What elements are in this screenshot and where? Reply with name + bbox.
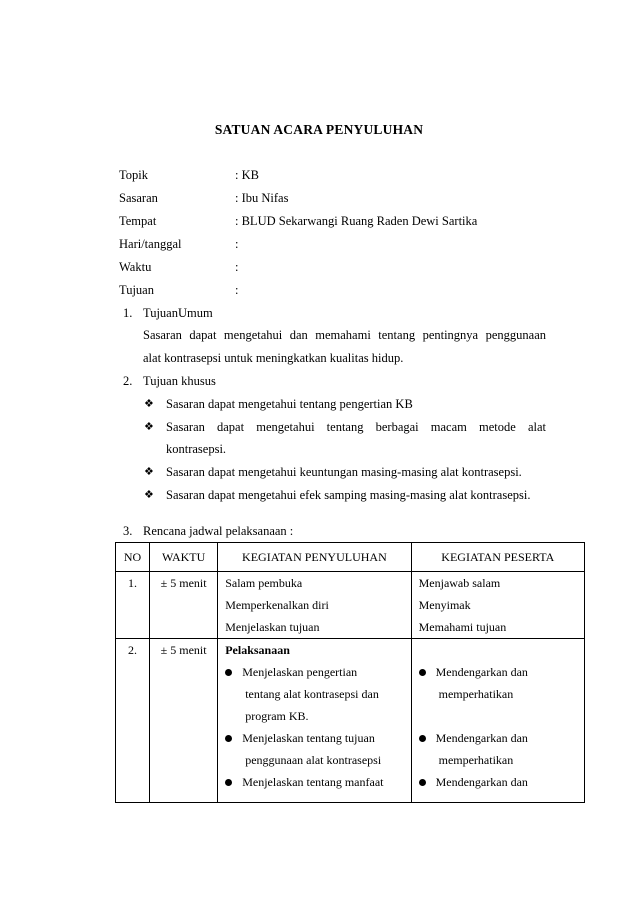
- tujuan-umum-heading: TujuanUmum: [143, 306, 213, 320]
- bullet-icon: [225, 669, 232, 676]
- peserta-line: memperhatikan: [438, 687, 514, 701]
- tujuan-khusus-item: Sasaran dapat mengetahui efek samping masing-masing alat kontrasepsi.: [166, 488, 531, 502]
- peserta-line: Mendengarkan dan: [435, 665, 528, 679]
- info-label: Sasaran: [119, 191, 158, 205]
- peserta-line: Menjawab salam: [418, 576, 501, 590]
- kegiatan-line: Menjelaskan tujuan: [225, 620, 320, 634]
- tujuan-khusus-number: 2.: [123, 374, 133, 388]
- diamond-bullet-icon: ❖: [144, 421, 154, 433]
- tujuan-khusus-item: Sasaran dapat mengetahui keuntungan masing-masing alat kontrasepsi.: [166, 465, 522, 479]
- header-waktu: WAKTU: [150, 543, 218, 572]
- table-header-row: [116, 543, 585, 572]
- row-no-text: 2.: [128, 643, 138, 657]
- tujuan-khusus-item: Sasaran dapat mengetahui tentang pengertian KB: [166, 397, 413, 411]
- kegiatan-line: Menjelaskan tentang manfaat: [242, 775, 384, 789]
- row-kegiatan: [218, 639, 411, 803]
- kegiatan-line: tentang alat kontrasepsi dan: [245, 687, 379, 701]
- diamond-bullet-icon: ❖: [144, 489, 154, 501]
- row-no: [116, 639, 150, 803]
- info-row-hari-tanggal: [119, 235, 569, 253]
- header-kegiatan-penyuluhan: KEGIATAN PENYULUHAN: [218, 543, 411, 572]
- row-waktu-text: ± 5 menit: [160, 576, 207, 590]
- info-row-tempat: [119, 212, 569, 230]
- info-value: : Ibu Nifas: [235, 191, 289, 205]
- tujuan-khusus-heading: Tujuan khusus: [143, 374, 216, 388]
- row-waktu: [150, 572, 218, 639]
- header-kegiatan-peserta: KEGIATAN PESERTA: [411, 543, 584, 572]
- info-row-sasaran: [119, 189, 569, 207]
- info-label: Tujuan: [119, 283, 154, 297]
- info-label: Tempat: [119, 214, 157, 228]
- kegiatan-line: program KB.: [245, 709, 309, 723]
- info-value: :: [235, 237, 239, 251]
- info-row-tujuan: [119, 281, 569, 299]
- row-kegiatan: [218, 572, 411, 639]
- info-value: :: [235, 260, 239, 274]
- header-no: NO: [116, 543, 150, 572]
- pelaksanaan-heading: Pelaksanaan: [225, 643, 290, 657]
- bullet-icon: [419, 669, 426, 676]
- tujuan-khusus-item: Sasaran dapat mengetahui tentang berbagai macam metode alat: [166, 420, 546, 434]
- rencana-number: 3.: [123, 524, 133, 538]
- row-waktu: [150, 639, 218, 803]
- peserta-line: memperhatikan: [438, 753, 514, 767]
- schedule-table: [115, 542, 585, 803]
- info-label: Topik: [119, 168, 148, 182]
- tujuan-khusus-item-continued: kontrasepsi.: [166, 442, 227, 456]
- bullet-icon: [225, 735, 232, 742]
- row-peserta: [411, 639, 584, 803]
- table-row: [116, 572, 585, 639]
- kegiatan-line: penggunaan alat kontrasepsi: [245, 753, 382, 767]
- row-peserta: [411, 572, 584, 639]
- kegiatan-line: Menjelaskan tentang tujuan: [242, 731, 375, 745]
- table-row: [116, 639, 585, 803]
- kegiatan-line: Menjelaskan pengertian: [242, 665, 358, 679]
- rencana-heading: Rencana jadwal pelaksanaan :: [143, 524, 294, 538]
- tujuan-umum-number: 1.: [123, 306, 133, 320]
- tujuan-umum-text-line2: alat kontrasepsi untuk meningkatkan kualitas hidup.: [143, 351, 404, 365]
- diamond-bullet-icon: ❖: [144, 466, 154, 478]
- info-value: :: [235, 283, 239, 297]
- bullet-icon: [419, 779, 426, 786]
- peserta-line: Menyimak: [418, 598, 471, 612]
- info-label: Waktu: [119, 260, 152, 274]
- info-value: : BLUD Sekarwangi Ruang Raden Dewi Sartika: [235, 214, 478, 228]
- kegiatan-line: Memperkenalkan diri: [225, 598, 329, 612]
- row-waktu-text: ± 5 menit: [160, 643, 207, 657]
- info-row-waktu: [119, 258, 569, 276]
- kegiatan-line: Salam pembuka: [225, 576, 303, 590]
- info-row-topik: [119, 166, 569, 184]
- info-label: Hari/tanggal: [119, 237, 182, 251]
- bullet-icon: [225, 779, 232, 786]
- row-no-text: 1.: [128, 576, 138, 590]
- bullet-icon: [419, 735, 426, 742]
- peserta-line: Mendengarkan dan: [435, 731, 528, 745]
- peserta-line: Mendengarkan dan: [435, 775, 528, 789]
- info-value: : KB: [235, 168, 259, 182]
- row-no: [116, 572, 150, 639]
- diamond-bullet-icon: ❖: [144, 398, 154, 410]
- tujuan-umum-text-line1: Sasaran dapat mengetahui dan memahami tentang pentingnya penggunaan: [143, 328, 546, 342]
- peserta-line: Memahami tujuan: [418, 620, 507, 634]
- document-title: SATUAN ACARA PENYULUHAN: [214, 122, 424, 137]
